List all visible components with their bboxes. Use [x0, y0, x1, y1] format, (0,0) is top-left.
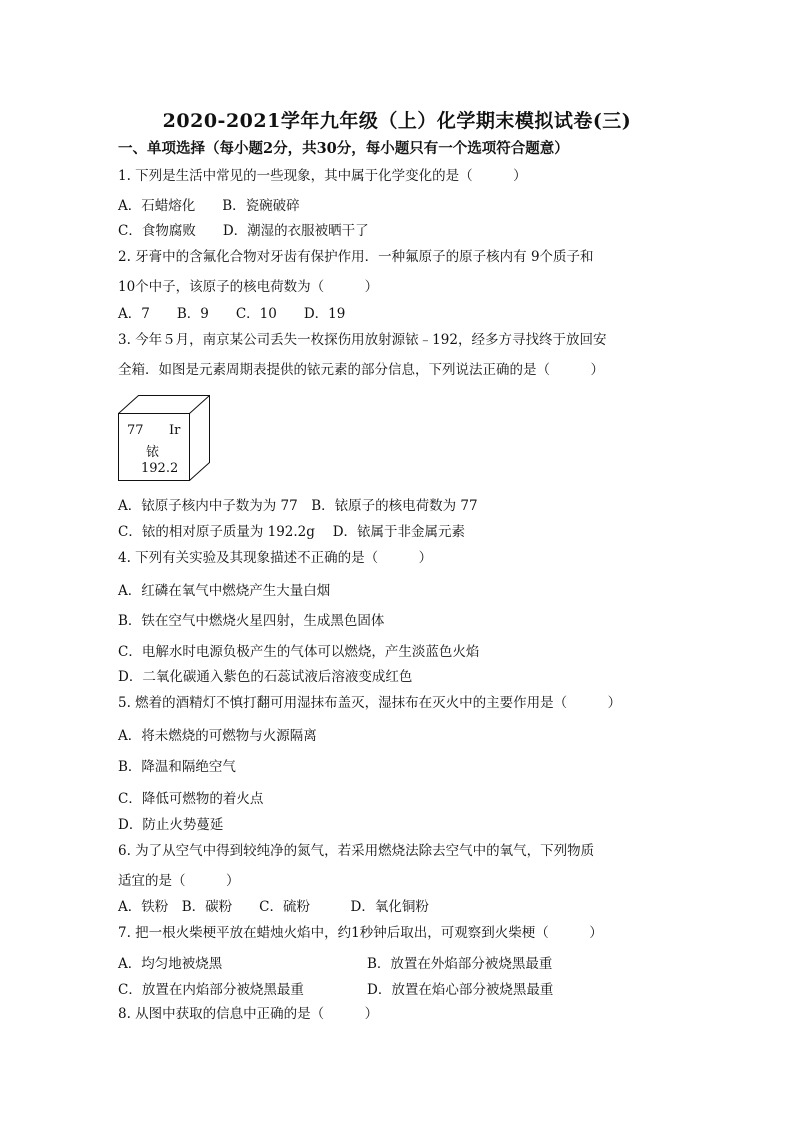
question-4: 4. 下列有关实验及其现象描述不正确的是（ ）	[118, 550, 433, 566]
q7-option-a: A．均匀地被烧黑	[118, 956, 223, 972]
question-3-cont: 全箱．如图是元素周期表提供的铱元素的部分信息，下列说法正确的是（ ）	[118, 362, 604, 378]
question-2-cont: 10个中子，该原子的核电荷数为（ ）	[118, 279, 379, 295]
exam-title: 2020-2021学年九年级（上）化学期末模拟试卷(三)	[162, 110, 632, 132]
element-name: 铱	[146, 445, 160, 460]
question-6: 6. 为了从空气中得到较纯净的氮气，若采用燃烧法除去空气中的氧气，下列物质	[118, 843, 595, 859]
question-1: 1. 下列是生活中常见的一些现象，其中属于化学变化的是（ ）	[118, 168, 527, 184]
question-6-cont: 适宜的是（ ）	[118, 873, 240, 889]
question-7: 7. 把一根火柴梗平放在蜡烛火焰中，约1秒钟后取出，可观察到火柴梗（ ）	[118, 925, 603, 941]
q7-option-b: B．放置在外焰部分被烧黑最重	[367, 956, 553, 972]
atomic-mass: 192.2	[141, 461, 179, 476]
atomic-number: 77	[127, 423, 144, 438]
q5-option-c: C．降低可燃物的着火点	[118, 791, 264, 807]
question-3: 3. 今年５月，南京某公司丢失一枚探伤用放射源铱﹣192，经多方寻找终于放回安	[118, 332, 607, 348]
question-2: 2. 牙膏中的含氟化合物对牙齿有保护作用．一种氟原子的原子核内有 9个质子和	[118, 249, 594, 265]
element-symbol: Ir	[169, 423, 181, 438]
question-8: 8. 从图中获取的信息中正确的是（ ）	[118, 1006, 379, 1022]
question-5: 5. 燃着的酒精灯不慎打翻可用湿抹布盖灭，湿抹布在灭火中的主要作用是（ ）	[118, 695, 622, 711]
q7-option-d: D．放置在焰心部分被烧黑最重	[367, 982, 554, 998]
q4-option-b: B．铁在空气中燃烧火星四射，生成黑色固体	[118, 613, 385, 629]
q1-options-cd: C．食物腐败 D．潮湿的衣服被晒干了	[118, 223, 369, 239]
q3-options-ab: A．铱原子核内中子数为为 77 B．铱原子的核电荷数为 77	[118, 498, 478, 514]
q3-options-cd: C．铱的相对原子质量为 192.2g D．铱属于非金属元素	[118, 524, 466, 540]
q6-options: A．铁粉 B．碳粉 C．硫粉 D．氧化铜粉	[118, 899, 429, 915]
iridium-element-card	[118, 395, 210, 481]
q4-option-a: A．红磷在氧气中燃烧产生大量白烟	[118, 583, 331, 599]
q4-option-d: D．二氧化碳通入紫色的石蕊试液后溶液变成红色	[118, 669, 413, 685]
q5-option-a: A．将未燃烧的可燃物与火源隔离	[118, 728, 317, 744]
section-heading: 一、单项选择（每小题2分，共30分，每小题只有一个选项符合题意）	[118, 140, 569, 157]
q1-options-ab: A．石蜡熔化 B．瓷碗破碎	[118, 198, 300, 214]
q4-option-c: C．电解水时电源负极产生的气体可以燃烧，产生淡蓝色火焰	[118, 644, 480, 660]
q5-option-d: D．防止火势蔓延	[118, 817, 224, 833]
q7-option-c: C．放置在内焰部分被烧黑最重	[118, 982, 304, 998]
q2-options: A．7 B．9 C．10 D．19	[118, 306, 346, 322]
q5-option-b: B．降温和隔绝空气	[118, 759, 236, 775]
